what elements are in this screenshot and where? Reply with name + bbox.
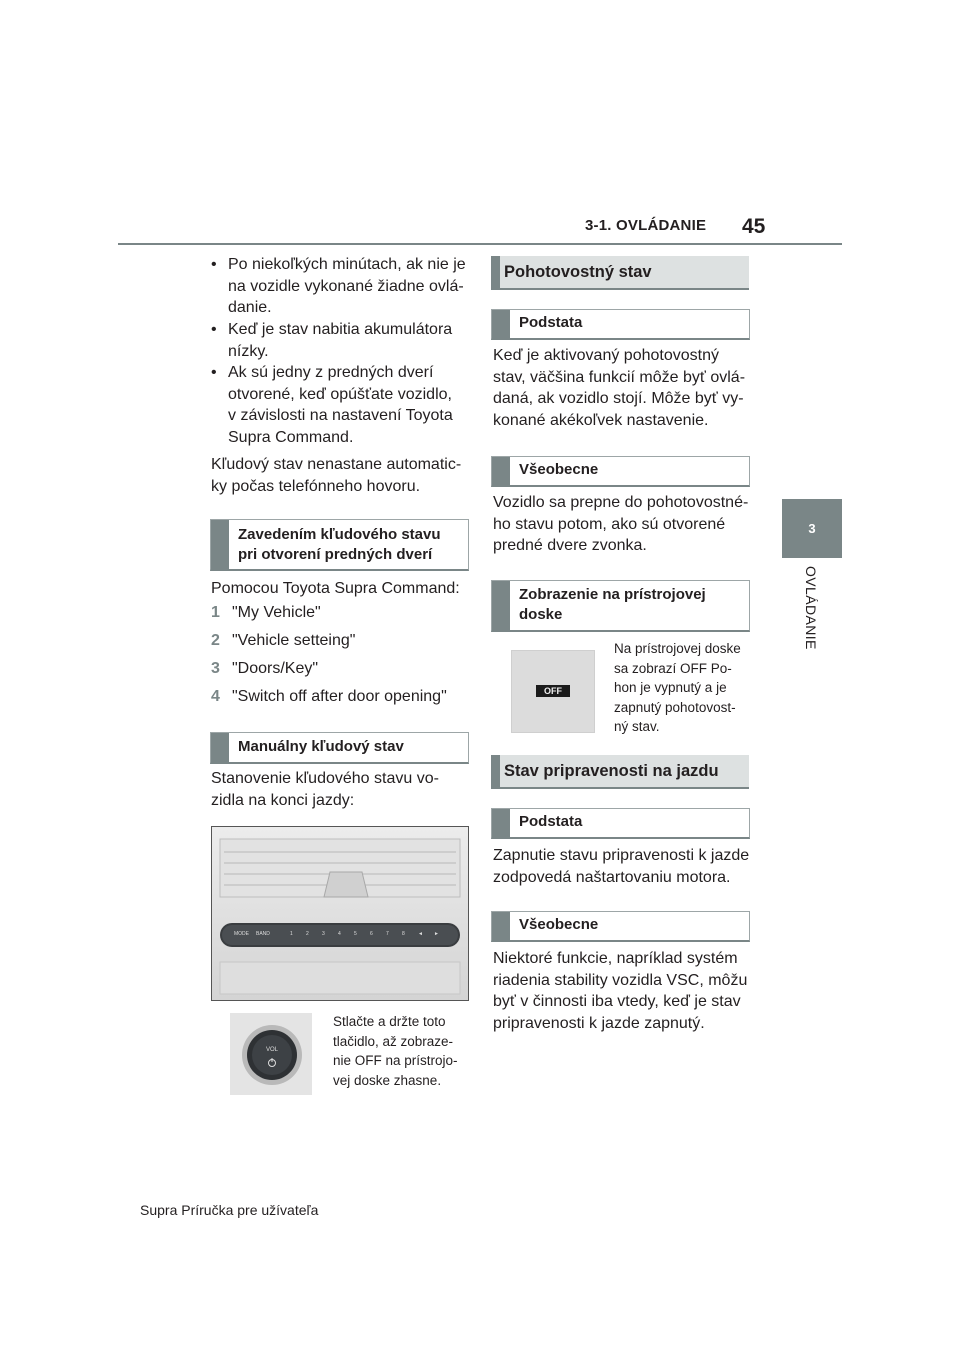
preset-button-3[interactable]: 3 (322, 931, 325, 937)
subheading-box: Podstata (491, 309, 750, 340)
preset-button-4[interactable]: 4 (338, 931, 341, 937)
volume-knob-image (230, 1013, 312, 1095)
subheading-box: Manuálny kľudový stav (210, 732, 469, 764)
power-knob-illustration (230, 1013, 312, 1095)
section-heading: Pohotovostný stav (491, 256, 749, 290)
preset-button-7[interactable]: 7 (386, 931, 389, 937)
paragraph: Kľudový stav nenastane automatic- ky počas telefónneho hovoru. (211, 456, 462, 495)
list-item: 4 "Switch off after door opening" (211, 688, 447, 705)
band-button[interactable]: BAND (256, 931, 270, 937)
subheading-box: Podstata (491, 808, 750, 839)
paragraph: Keď je aktivovaný pohotovostný stav, väčšina funkcií môže byť ovlá- daná, ak vozidlo stojí. Môže byť vy- konané akékoľvek nastavenie. (493, 347, 746, 429)
page-number: 45 (742, 215, 766, 238)
subheading-box: Zobrazenie na prístrojovej doske (491, 580, 750, 632)
preset-button-5[interactable]: 5 (354, 931, 357, 937)
paragraph: Niektoré funkcie, napríklad systém riadenia stability vozidla VSC, môžu byť v činnosti iba vtedy, keď je stav pripravenosti k jazde zapnutý. (493, 950, 748, 1032)
seek-forward-button[interactable]: ► (434, 931, 439, 937)
section-heading: Stav pripravenosti na jazdu (491, 755, 749, 789)
preset-button-1[interactable]: 1 (290, 931, 293, 937)
list-item: 2 "Vehicle setteing" (211, 632, 356, 649)
paragraph: Stanovenie kľudového stavu vo- zidla na konci jazdy: (211, 770, 439, 809)
preset-button-2[interactable]: 2 (306, 931, 309, 937)
list-item: 1 "My Vehicle" (211, 604, 321, 621)
paragraph: Vozidlo sa prepne do pohotovostné- ho stavu potom, ako sú otvorené predné dvere zvonka. (493, 494, 749, 554)
preset-button-6[interactable]: 6 (370, 931, 373, 937)
radio-console-illustration (212, 827, 468, 1000)
header-rule (118, 243, 842, 245)
preset-button-8[interactable]: 8 (402, 931, 405, 937)
seek-back-button[interactable]: ◄ (418, 931, 423, 937)
off-display-image (511, 650, 595, 733)
subheading-box: Zavedením kľudového stavu pri otvorení predných dverí (210, 519, 469, 571)
subheading-box: Všeobecne (491, 456, 750, 487)
paragraph: Pomocou Toyota Supra Command: (211, 580, 460, 597)
subheading-box: Všeobecne (491, 911, 750, 942)
vol-label: VOL (266, 1047, 279, 1053)
footer-text: Supra Príručka pre užívateľa (140, 1202, 319, 1218)
off-indicator: OFF (536, 685, 570, 697)
image-caption: Na prístrojovej doske sa zobrazí OFF Po- hon je vypnutý a je zapnutý pohotovost- ný stav. (614, 641, 741, 734)
chapter-tab[interactable]: 3 (782, 499, 842, 558)
section-label: 3-1. OVLÁDANIE (585, 217, 707, 234)
chapter-label: OVLÁDANIE (803, 566, 819, 650)
image-caption: Stlačte a držte toto tlačidlo, až zobraze- nie OFF na prístrojo- vej doske zhasne. (333, 1014, 458, 1088)
console-image (211, 826, 469, 1001)
list-item: 3 "Doors/Key" (211, 660, 319, 677)
mode-button[interactable]: MODE (234, 931, 249, 937)
paragraph: Zapnutie stavu pripravenosti k jazde zodpovedá naštartovaniu motora. (493, 847, 750, 886)
